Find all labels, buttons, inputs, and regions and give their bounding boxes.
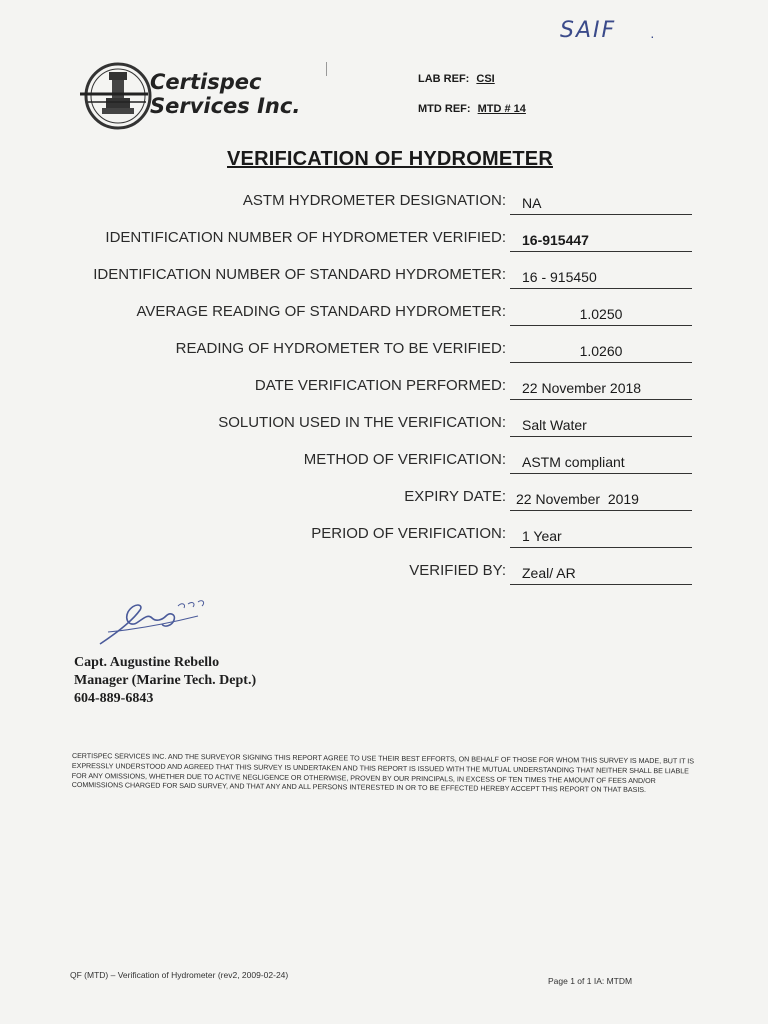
field-value [510,231,692,252]
field-label: READING OF HYDROMETER TO BE VERIFIED: [175,340,506,357]
field-value-text: 1.0250 [579,306,623,322]
field-label: METHOD OF VERIFICATION: [303,451,506,468]
field-value [510,490,692,511]
company-name-line1: Certispec [150,70,262,94]
header-divider [326,62,327,76]
field-period [0,523,768,547]
footer-page-number: Page 1 of 1 IA: MTDM [548,976,633,986]
field-value-text: ASTM compliant [522,454,625,470]
field-value-text: NA [522,195,542,211]
field-reading-to-verify [0,338,768,362]
signer-phone: 604-889-6843 [74,691,154,706]
footer-form-id: QF (MTD) – Verification of Hydrometer (rev2, 2009-02-24) [70,970,289,980]
field-value-text: 22 November 2019 [516,491,639,507]
company-name [150,70,300,118]
field-value-text: Zeal/ AR [522,565,576,581]
signer-name: Capt. Augustine Rebello [74,655,220,670]
field-solution-used [0,412,768,436]
mtd-ref-value: MTD # 14 [477,103,526,115]
signer-role: Manager (Marine Tech. Dept.) [74,673,257,688]
reference-block [418,64,532,124]
field-label: DATE VERIFICATION PERFORMED: [254,377,506,394]
disclaimer-text: CERTISPEC SERVICES INC. AND THE SURVEYOR SIGNING THIS REPORT AGREE TO USE THEIR BEST EFFORTS, ON BEHALF OF THOSE FOR WHOM THIS SURVEY IS MADE, BUT IT IS EXPRESSLY UNDERSTOOD AND AGREED THAT THIS SURVEY IS UNDERTAKEN AND THIS REPORT IS ISSUED WITH THE MUTUAL UNDERSTANDING THAT NEITHER SHALL BE LIABLE FOR ANY OMISSIONS, WHETHER DUE TO ACTIVE NEGLIGENCE OR OTHERWISE, PROVEN BY OUR PRINCIPALS, IN EXCESS OF TEN TIMES THE AMOUNT OF FEES AND/OR COMMISSIONS CHARGED FOR SAID SURVEY, AND THAT ANY AND ALL PERSONS INTERESTED IN OR TO BE EFFECTED HEREBY ACCEPT THIS REPORT ON THAT BASIS. [71,752,695,795]
field-astm-designation [0,190,768,214]
field-value [510,527,692,548]
field-label: IDENTIFICATION NUMBER OF HYDROMETER VERIFIED: [105,229,506,246]
field-value [510,416,692,437]
field-value [510,453,692,474]
field-label: PERIOD OF VERIFICATION: [311,525,506,542]
handwritten-mark: · [650,28,655,44]
field-label: VERIFIED BY: [409,562,506,579]
field-value [510,564,692,585]
document-title [0,148,768,171]
field-label: AVERAGE READING OF STANDARD HYDROMETER: [136,303,506,320]
field-label: SOLUTION USED IN THE VERIFICATION: [218,414,506,431]
lab-ref-value: CSI [476,73,495,85]
field-method [0,449,768,473]
field-date-performed [0,375,768,399]
field-label: EXPIRY DATE: [404,488,506,505]
field-value-text: 16-915447 [522,232,589,248]
field-value-text: 22 November 2018 [522,380,642,396]
field-value [510,305,692,326]
field-value [510,194,692,215]
handwritten-annotation: SAIF [560,18,617,43]
lab-ref [418,64,532,94]
mtd-ref [418,94,532,124]
field-id-standard-hydrometer [0,264,768,288]
field-average-reading [0,301,768,325]
company-name-line2: Services Inc. [150,94,301,118]
field-value [510,379,692,400]
field-value-text: 1 Year [522,528,562,544]
company-logo-icon [78,60,158,132]
field-expiry-date [0,486,768,510]
field-value [510,342,692,363]
field-label: ASTM HYDROMETER DESIGNATION: [242,192,506,209]
signature-icon [78,592,218,652]
signer-block [74,654,256,708]
document-title-text: VERIFICATION OF HYDROMETER [227,148,553,170]
lab-ref-label: LAB REF: [418,73,470,85]
field-label: IDENTIFICATION NUMBER OF STANDARD HYDROMETER: [93,266,506,283]
field-id-hydrometer-verified [0,227,768,251]
field-value [510,268,692,289]
field-value-text: 16 - 915450 [522,269,597,285]
field-value-text: Salt Water [522,417,587,433]
field-value-text: 1.0260 [579,343,623,359]
mtd-ref-label: MTD REF: [418,103,471,115]
field-verified-by [0,560,768,584]
